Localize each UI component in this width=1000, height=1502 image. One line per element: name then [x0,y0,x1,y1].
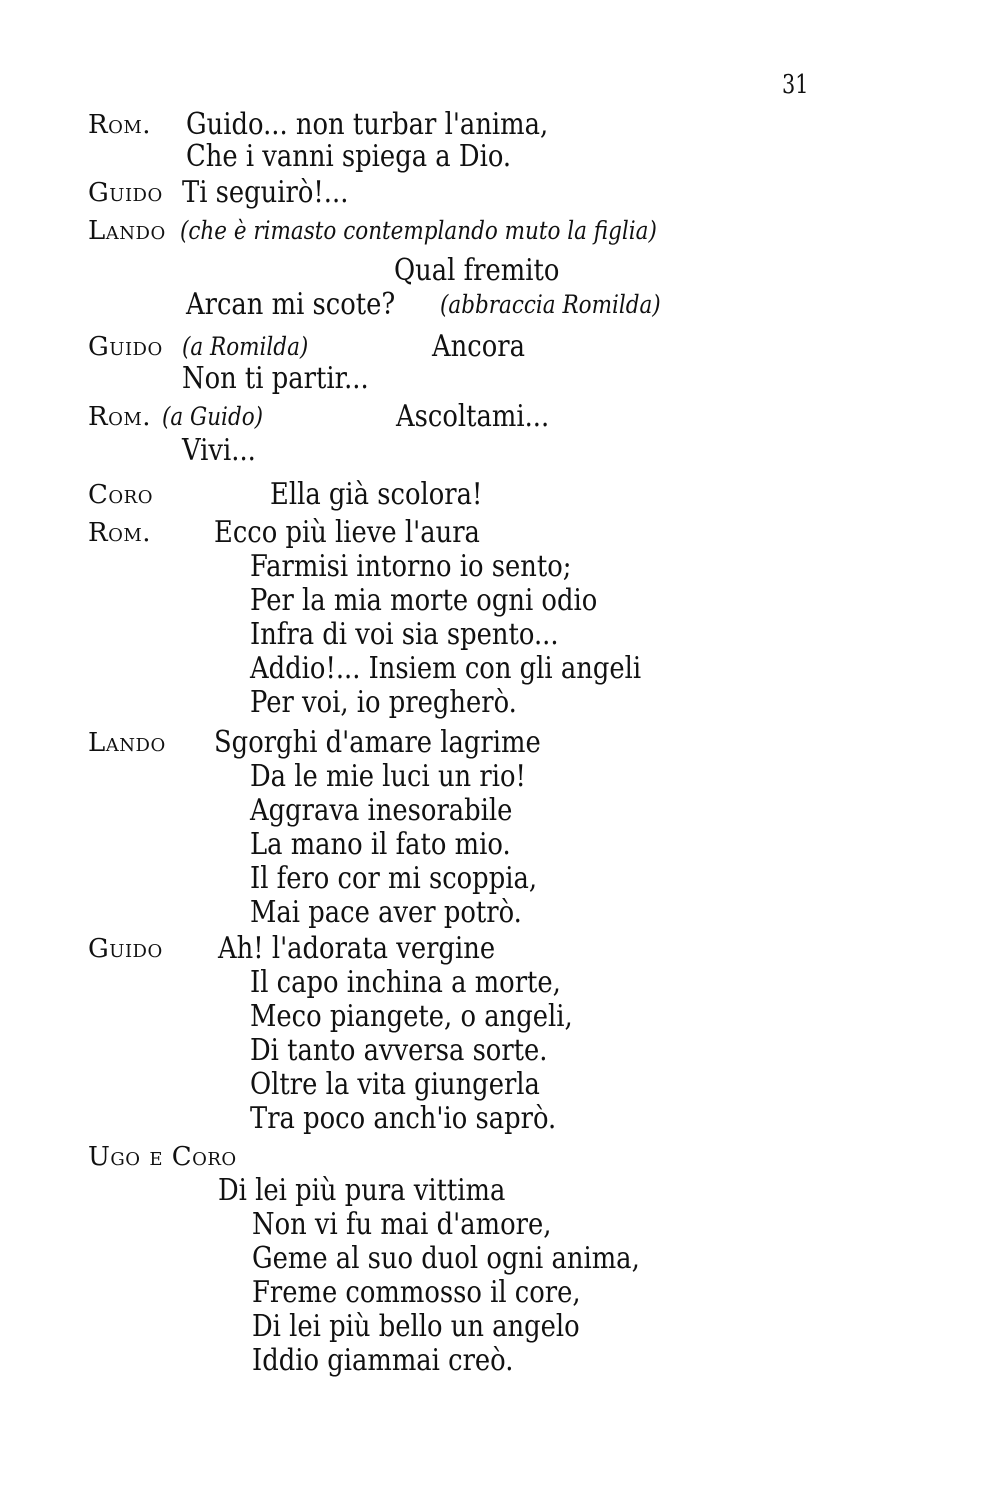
verse-line: Ella già scolora! [270,477,483,512]
verse-line: Non vi fu mai d'amore, [252,1207,552,1242]
verse-line: Aggrava inesorabile [250,793,513,828]
verse-line: Freme commosso il core, [252,1275,581,1310]
verse-line: Ah! l'adorata vergine [218,931,496,966]
verse-line: Arcan mi scote? [186,287,396,322]
speaker-label: Lando [88,216,166,246]
speaker-label: Lando [88,728,166,758]
verse-line: Per la mia morte ogni odio [250,583,598,618]
speaker-label: Coro [88,480,153,510]
verse-line: Oltre la vita giungerla [250,1067,540,1102]
verse-line: Di tanto avversa sorte. [250,1033,548,1068]
page-number: 31 [782,70,809,100]
verse-line: Meco piangete, o angeli, [250,999,573,1034]
verse-line: Tra poco anch'io saprò. [250,1101,557,1136]
verse-line: Guido... non turbar l'anima, [186,107,549,142]
stage-direction: (a Guido) [162,402,264,431]
verse-line: Ascoltami... [396,399,550,434]
verse-line: Infra di voi sia spento... [250,617,559,652]
verse-line: Da le mie luci un rio! [250,759,526,794]
verse-line: Iddio giammai creò. [252,1343,514,1378]
speaker-label: Guido [88,332,163,362]
speaker-label: Guido [88,178,163,208]
verse-line: Qual fremito [394,253,560,288]
verse-line: Ancora [432,329,525,364]
verse-line: Mai pace aver potrò. [250,895,522,930]
verse-line: Ti seguirò!... [182,175,349,210]
stage-direction: (abbraccia Romilda) [440,290,661,319]
verse-line: Di lei più pura vittima [218,1173,506,1208]
stage-direction: (a Romilda) [182,332,309,361]
verse-line: Sgorghi d'amare lagrime [214,725,541,760]
verse-line: Addio!... Insiem con gli angeli [250,651,642,686]
verse-line: Il fero cor mi scoppia, [250,861,538,896]
speaker-label: Guido [88,934,163,964]
verse-line: Farmisi intorno io sento; [250,549,572,584]
verse-line: Il capo inchina a morte, [250,965,561,1000]
speaker-label: Rom. [88,110,152,140]
verse-line: La mano il fato mio. [250,827,511,862]
verse-line: Vivi... [182,433,256,468]
speaker-label: Ugo e Coro [88,1142,237,1172]
speaker-label: Rom. [88,518,152,548]
verse-line: Geme al suo duol ogni anima, [252,1241,640,1276]
verse-line: Che i vanni spiega a Dio. [186,139,512,174]
verse-line: Non ti partir... [182,361,369,396]
verse-line: Per voi, io pregherò. [250,685,517,720]
verse-line: Ecco più lieve l'aura [214,515,480,550]
stage-direction: (che è rimasto contemplando muto la figlia) [180,216,657,245]
speaker-label: Rom. [88,402,152,432]
verse-line: Di lei più bello un angelo [252,1309,580,1344]
